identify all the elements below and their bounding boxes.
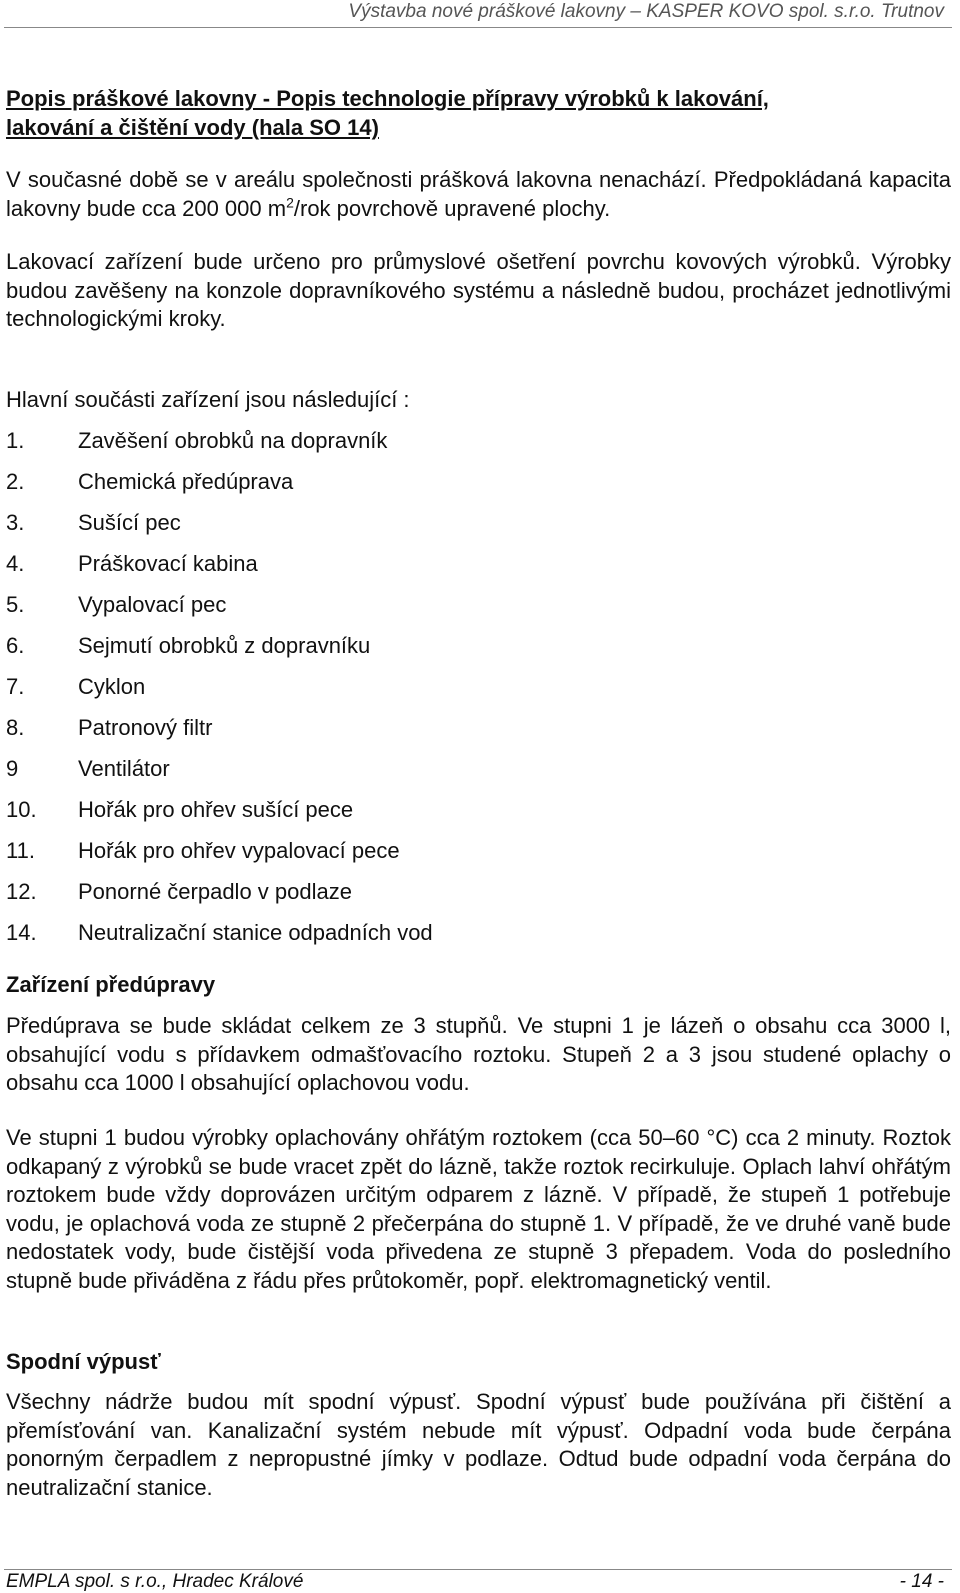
document-title — [6, 84, 951, 142]
title-line-1: Popis práškové lakovny - Popis technologie přípravy výrobků k lakování, — [6, 86, 769, 111]
section-heading-predupravy: Zařízení předúpravy — [6, 972, 216, 997]
list-item-number: 9 — [6, 756, 19, 781]
list-item — [6, 707, 433, 748]
list-item-number: 2. — [6, 469, 25, 494]
header-divider — [4, 27, 952, 28]
list-item-label: Sušící pec — [78, 510, 181, 535]
intro-text-a: V současné době se v areálu společnosti prášková lakovna nenachází. Předpokládaná kapacita lakovny bude cca 200 000 m — [6, 167, 951, 221]
page-number: - 14 - — [899, 1571, 944, 1592]
predupravy-paragraph-1: Předúprava se bude skládat celkem ze 3 stupňů. Ve stupni 1 je lázeň o obsahu cca 3000 l, obsahující vodu s přídavkem odmašťovacího roztoku. Stupeň 2 a 3 jsou studené oplachy o obsahu cca 1000 l obsahující oplachovou vodu. — [6, 1013, 951, 1095]
list-item — [6, 666, 433, 707]
list-item-label: Zavěšení obrobků na dopravník — [78, 428, 388, 453]
title-line-2: lakování a čištění vody (hala SO 14) — [6, 115, 379, 140]
list-item-number: 5. — [6, 592, 25, 617]
list-item — [6, 912, 433, 953]
list-item — [6, 871, 433, 912]
list-item-label: Práškovací kabina — [78, 551, 258, 576]
list-item-number: 4. — [6, 551, 25, 576]
running-title: Výstavba nové práškové lakovny – KASPER KOVO spol. s.r.o. Trutnov — [348, 1, 944, 22]
list-item-number: 11. — [6, 838, 35, 863]
intro-text-b: /rok povrchově upravené plochy. — [293, 195, 611, 221]
list-item-number: 14. — [6, 920, 37, 945]
list-item-number: 3. — [6, 510, 25, 535]
section-heading-vypust: Spodní výpusť — [6, 1349, 161, 1374]
list-item — [6, 625, 433, 666]
list-item — [6, 748, 433, 789]
list-item — [6, 789, 433, 830]
components-lead: Hlavní součásti zařízení jsou následující : — [6, 387, 410, 412]
footer-company: EMPLA spol. s r.o., Hradec Králové — [6, 1571, 304, 1592]
vypust-paragraph: Všechny nádrže budou mít spodní výpusť. Spodní výpusť bude používána při čištění a přemísťování van. Kanalizační systém nebude mít výpusť. Odpadní voda bude čerpána ponorným čerpadlem z nepropustné jímky v podlaze. Odtud bude odpadní voda čerpána do neutralizační stanice. — [6, 1389, 951, 1500]
intro-superscript: 2 — [286, 194, 294, 211]
list-item-number: 7. — [6, 674, 25, 699]
list-item-number: 1. — [6, 428, 25, 453]
predupravy-paragraph-2: Ve stupni 1 budou výrobky oplachovány ohřátým roztokem (cca 50–60 °C) cca 2 minuty. Roztok odkapaný z výrobků se bude vracet zpět do lázně, takže roztok recirkuluje. Oplach lahví ohřátým roztokem bude vždy doprovázen určitým odparem z lázně. V případě, že stupeň 1 potřebuje vodu, je oplachová voda ze stupně 2 přečerpána do stupně 1. V případě, že ve druhé vaně bude nedostatek vody, bude čistější voda přivedena ze stupně 3 přepadem. Voda do posledního stupně bude přiváděna z řádu přes průtokoměr, popř. elektromagnetický ventil. — [6, 1125, 951, 1293]
components-list — [6, 420, 433, 953]
list-item — [6, 461, 433, 502]
intro-paragraph — [6, 166, 951, 223]
list-item-label: Ventilátor — [78, 756, 170, 781]
list-item — [6, 830, 433, 871]
list-item-label: Hořák pro ohřev vypalovací pece — [78, 838, 400, 863]
list-item-number: 12. — [6, 879, 37, 904]
list-item — [6, 543, 433, 584]
list-item-label: Chemická předúprava — [78, 469, 294, 494]
list-item — [6, 502, 433, 543]
lakovaci-paragraph: Lakovací zařízení bude určeno pro průmyslové ošetření povrchu kovových výrobků. Výrobky budou zavěšeny na konzole dopravníkového systému a následně budou, procházet jednotlivými technologickými kroky. — [6, 249, 951, 331]
list-item-label: Ponorné čerpadlo v podlaze — [78, 879, 352, 904]
list-item-label: Hořák pro ohřev sušící pece — [78, 797, 354, 822]
list-item-number: 6. — [6, 633, 25, 658]
list-item-label: Patronový filtr — [78, 715, 213, 740]
footer-divider — [4, 1569, 952, 1570]
list-item-label: Sejmutí obrobků z dopravníku — [78, 633, 371, 658]
list-item — [6, 584, 433, 625]
list-item-label: Vypalovací pec — [78, 592, 227, 617]
list-item-number: 8. — [6, 715, 25, 740]
list-item-label: Cyklon — [78, 674, 146, 699]
list-item — [6, 420, 433, 461]
list-item-number: 10. — [6, 797, 37, 822]
list-item-label: Neutralizační stanice odpadních vod — [78, 920, 433, 945]
page-header — [0, 0, 960, 26]
